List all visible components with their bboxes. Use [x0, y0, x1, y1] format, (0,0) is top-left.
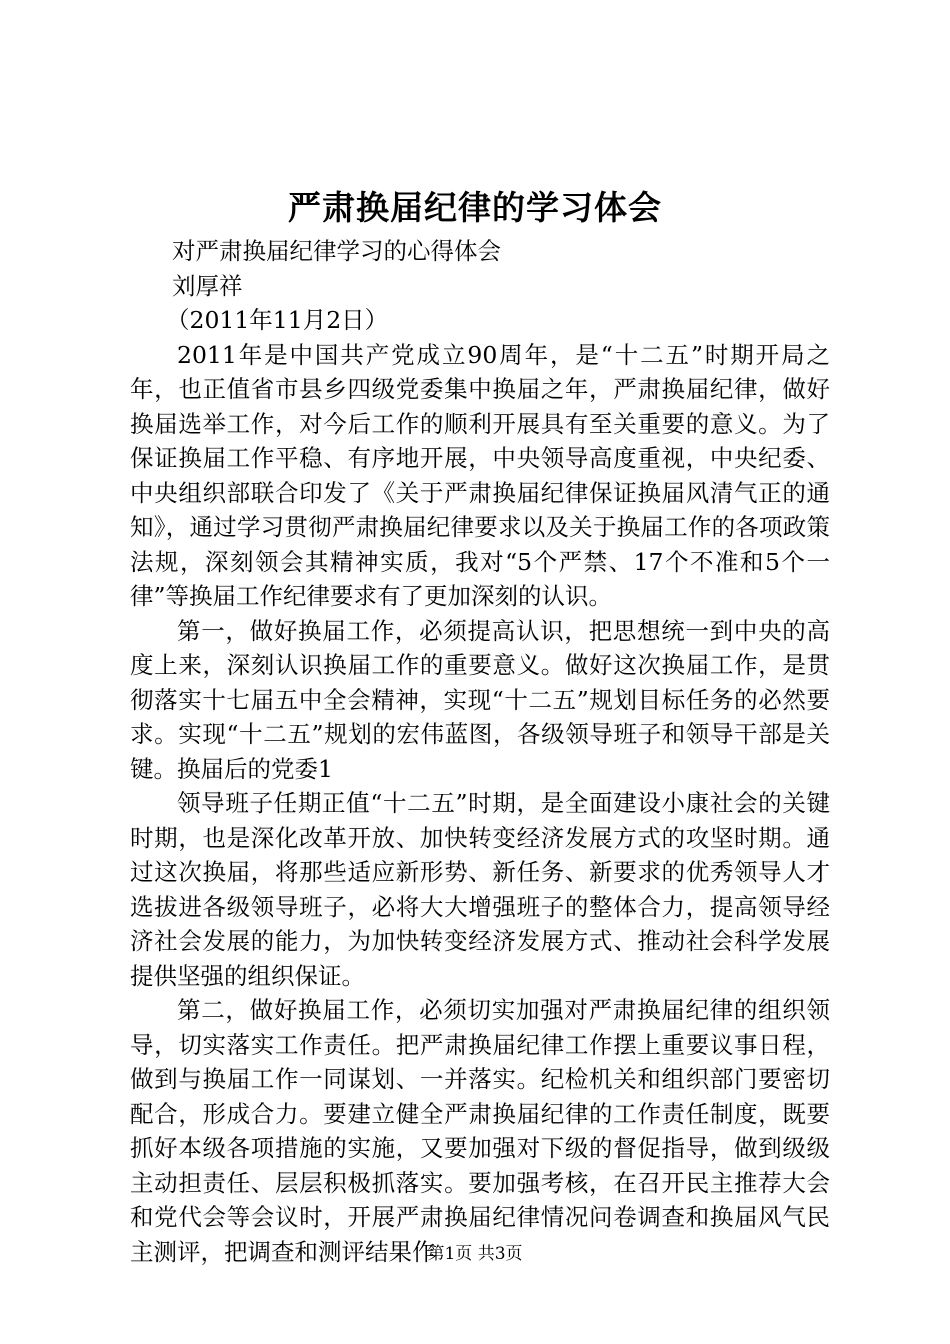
document-author: 刘厚祥 — [172, 271, 243, 300]
document-date: （2011年11月2日） — [166, 306, 389, 334]
body-paragraph: 第二，做好换届工作，必须切实加强对严肃换届纪律的组织领导，切实落实工作责任。把严肃换届纪律工作摆上重要议事日程，做到与换届工作一同谋划、一并落实。纪检机关和组织部门要密切配合，形成合力。要建立健全严肃换届纪律的工作责任制度，既要抓好本级各项措施的实施，又要加强对下级的督促指导，做到级级主动担责任、层层积极抓落实。要加强考核，在召开民主推荐大会和党代会等会议时，开展严肃换届纪律情况问卷调查和换届风气民主测评，把调查和测评结果作 — [130, 996, 830, 1266]
page-number-footer: 第1页 共3页 — [427, 1244, 523, 1264]
body-paragraph: 领导班子任期正值“十二五”时期，是全面建设小康社会的关键时期，也是深化改革开放、加快转变经济发展方式的攻坚时期。通过这次换届，将那些适应新形势、新任务、新要求的优秀领导人才选拔进各级领导班子，必将大大增强班子的整体合力，提高领导经济社会发展的能力，为加快转变经济发展方式、推动社会科学发展提供坚强的组织保证。 — [130, 789, 830, 990]
document-title: 严肃换届纪律的学习体会 — [288, 188, 662, 227]
body-paragraph: 2011年是中国共产党成立90周年，是“十二五”时期开局之年，也正值省市县乡四级党委集中换届之年，严肃换届纪律，做好换届选举工作，对今后工作的顺利开展具有至关重要的意义。为了保证换届工作平稳、有序地开展，中央领导高度重视，中央纪委、中央组织部联合印发了《关于严肃换届纪律保证换届风清气正的通知》，通过学习贯彻严肃换届纪律要求以及关于换届工作的各项政策法规，深刻领会其精神实质，我对“5个严禁、17个不准和5个一律”等换届工作纪律要求有了更加深刻的认识。 — [130, 340, 830, 610]
document-subtitle: 对严肃换届纪律学习的心得体会 — [172, 237, 501, 265]
document-body — [130, 234, 830, 1269]
body-paragraph: 第一，做好换届工作，必须提高认识，把思想统一到中央的高度上来，深刻认识换届工作的重要意义。做好这次换届工作，是贯彻落实十七届五中全会精神，实现“十二五”规划目标任务的必然要求。实现“十二五”规划的宏伟蓝图，各级领导班子和领导干部是关键。换届后的党委1 — [130, 616, 830, 783]
